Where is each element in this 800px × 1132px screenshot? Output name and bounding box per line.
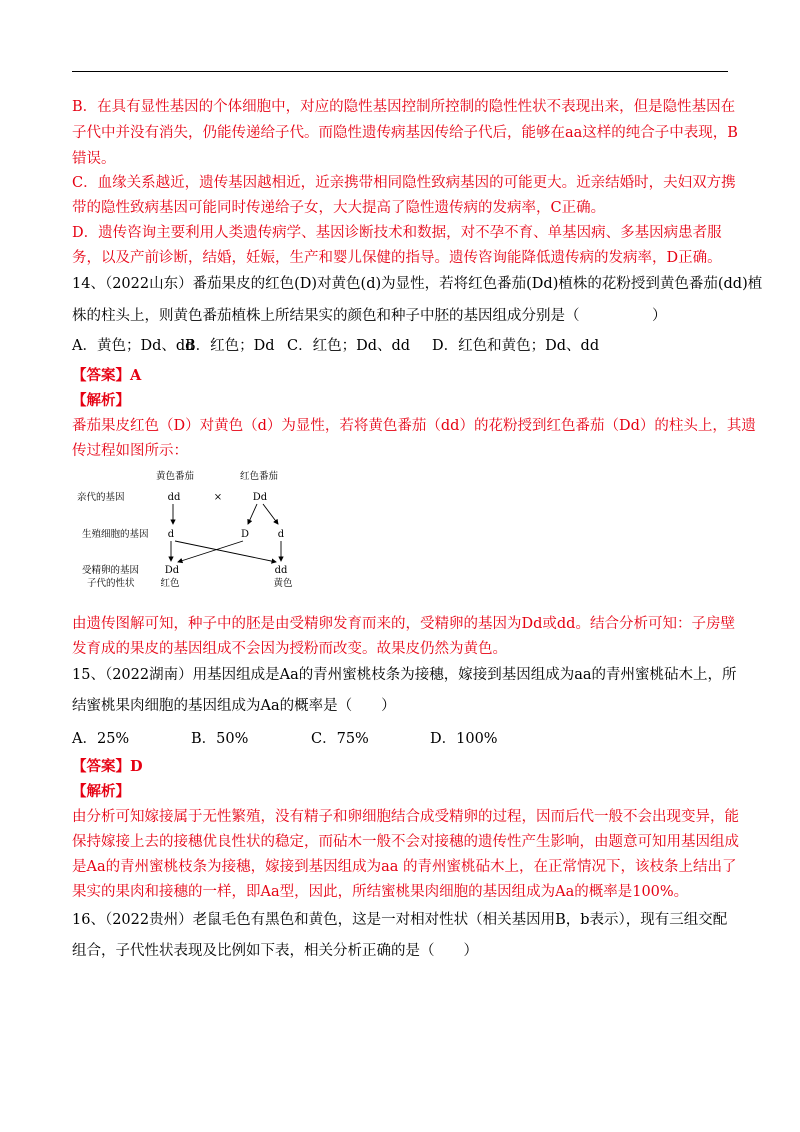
- q14-option-a: A．黄色；Dd、dd: [72, 338, 195, 354]
- q14-answer: 【答案】A: [72, 367, 142, 384]
- q14-option-c: C．红色；Dd、dd: [287, 338, 411, 354]
- row-label-parent-genes: 亲代的基因: [77, 492, 125, 503]
- q15-option-c: C．75%: [311, 731, 369, 747]
- q15-answer: 【答案】D: [72, 758, 143, 775]
- row-label-gamete-genes: 生殖细胞的基因: [82, 529, 149, 540]
- parent2-label: 红色番茄: [239, 471, 279, 482]
- q15-option-b: B．50%: [191, 731, 249, 747]
- parent1-genotype: dd: [167, 492, 181, 503]
- q15-analysis-line3: 是Aa的青州蜜桃枝条为接穗，嫁接到基因组成为aa 的青州蜜桃砧木上，在正常情况下，该枝条上结出了: [72, 859, 737, 875]
- q13-option-c-line1: C．血缘关系越近，遗传基因越相近，近亲携带相同隐性致病基因的可能更大。近亲结婚时，夫妇双方携: [72, 175, 736, 191]
- arrow-cross-d-to-dd: [175, 541, 276, 562]
- arrow-p2-to-gamete-D: [248, 504, 257, 524]
- q13-option-d-line1: D．遗传咨询主要利用人类遗传病学、基因诊断技术和数据，对不孕不育、单基因病、多基因病患者服: [72, 225, 722, 241]
- parent1-label: 黄色番茄: [155, 471, 195, 482]
- cross-symbol: ×: [213, 492, 223, 503]
- q15-analysis-line1: 由分析可知嫁接属于无性繁殖，没有精子和卵细胞结合成受精卵的过程，因而后代一般不会出现变异，能: [72, 809, 739, 825]
- row-label-zygote-genes: 受精卵的基因: [82, 565, 140, 576]
- q13-option-b-line1: B．在具有显性基因的个体细胞中，对应的隐性基因控制所控制的隐性性状不表现出来，但是隐性基因在: [72, 99, 736, 115]
- q15-options: [72, 726, 728, 752]
- gamete-d1: d: [167, 529, 175, 540]
- q15-option-d: D．100%: [430, 731, 498, 747]
- row-label-offspring-trait: 子代的性状: [87, 578, 135, 589]
- q13-option-b-line3: 错误。: [72, 151, 116, 167]
- q15-stem-line2: 结蜜桃果肉细胞的基因组成为Aa的概率是（ ）: [72, 698, 396, 714]
- header-rule: [72, 71, 728, 72]
- q14-analysis-line3: 由遗传图解可知，种子中的胚是由受精卵发育而来的，受精卵的基因为Dd或dd。结合分析可知：子房壁: [72, 616, 735, 632]
- arrow-p2-to-gamete-d: [263, 504, 278, 524]
- inheritance-diagram: [72, 462, 312, 596]
- arrow-cross-D-to-Dd: [178, 541, 243, 562]
- q14-option-d: D．红色和黄色；Dd、dd: [432, 338, 600, 354]
- q13-option-c-line2: 带的隐性致病基因可能同时传递给子女，大大提高了隐性遗传病的发病率，C正确。: [72, 200, 606, 216]
- q14-stem-line2: 株的柱头上，则黄色番茄植株上所结果实的颜色和种子中胚的基因组成分别是（ ）: [72, 308, 667, 324]
- gamete-D: D: [240, 529, 250, 540]
- trait-red: 红色: [160, 578, 180, 589]
- zygote-Dd: Dd: [164, 565, 180, 576]
- q15-analysis-label: 【解析】: [72, 783, 130, 800]
- gamete-d2: d: [277, 529, 285, 540]
- q13-option-d-line2: 务，以及产前诊断，结婚，妊娠，生产和婴儿保健的指导。遗传咨询能降低遗传病的发病率，D正确。: [72, 250, 722, 266]
- q15-option-a: A．25%: [72, 731, 130, 747]
- q16-stem-line1: 16、（2022贵州）老鼠毛色有黑色和黄色，这是一对相对性状（相关基因用B，b表示），现有三组交配: [72, 912, 728, 928]
- q14-options: [72, 333, 728, 359]
- q16-stem-line2: 组合，子代性状表现及比例如下表，相关分析正确的是（ ）: [72, 943, 478, 959]
- q15-analysis-line4: 果实的果肉和接穗的一样，即Aa型，因此，所结蜜桃果肉细胞的基因组成为Aa的概率是100%。: [72, 884, 689, 900]
- q14-analysis-label: 【解析】: [72, 392, 130, 409]
- q14-analysis-line4: 发育成的果皮的基因组成不会因为授粉而改变。故果皮仍然为黄色。: [72, 641, 507, 657]
- q14-stem-line1: 14、（2022山东）番茄果皮的红色(D)对黄色(d)为显性，若将红色番茄(Dd)植株的花粉授到黄色番茄(dd)植: [72, 276, 763, 292]
- q14-analysis-line1: 番茄果皮红色（D）对黄色（d）为显性，若将黄色番茄（dd）的花粉授到红色番茄（Dd）的柱头上，其遗: [72, 418, 756, 434]
- q15-analysis-line2: 保持嫁接上去的接穗优良性状的稳定，而砧木一般不会对接穗的遗传性产生影响，由题意可知用基因组成: [72, 834, 739, 850]
- q13-option-b-line2: 子代中并没有消失，仍能传递给子代。而隐性遗传病基因传给子代后，能够在aa这样的纯合子中表现，B: [72, 125, 738, 141]
- parent2-genotype: Dd: [252, 492, 268, 503]
- q14-option-b: B．红色；Dd: [185, 338, 275, 354]
- q14-analysis-line2: 传过程如图所示：: [72, 443, 188, 459]
- trait-yellow: 黄色: [273, 578, 293, 589]
- q15-stem-line1: 15、（2022湖南）用基因组成是Aa的青州蜜桃枝条为接穗，嫁接到基因组成为aa的青州蜜桃砧木上，所: [72, 667, 737, 683]
- zygote-dd: dd: [274, 565, 288, 576]
